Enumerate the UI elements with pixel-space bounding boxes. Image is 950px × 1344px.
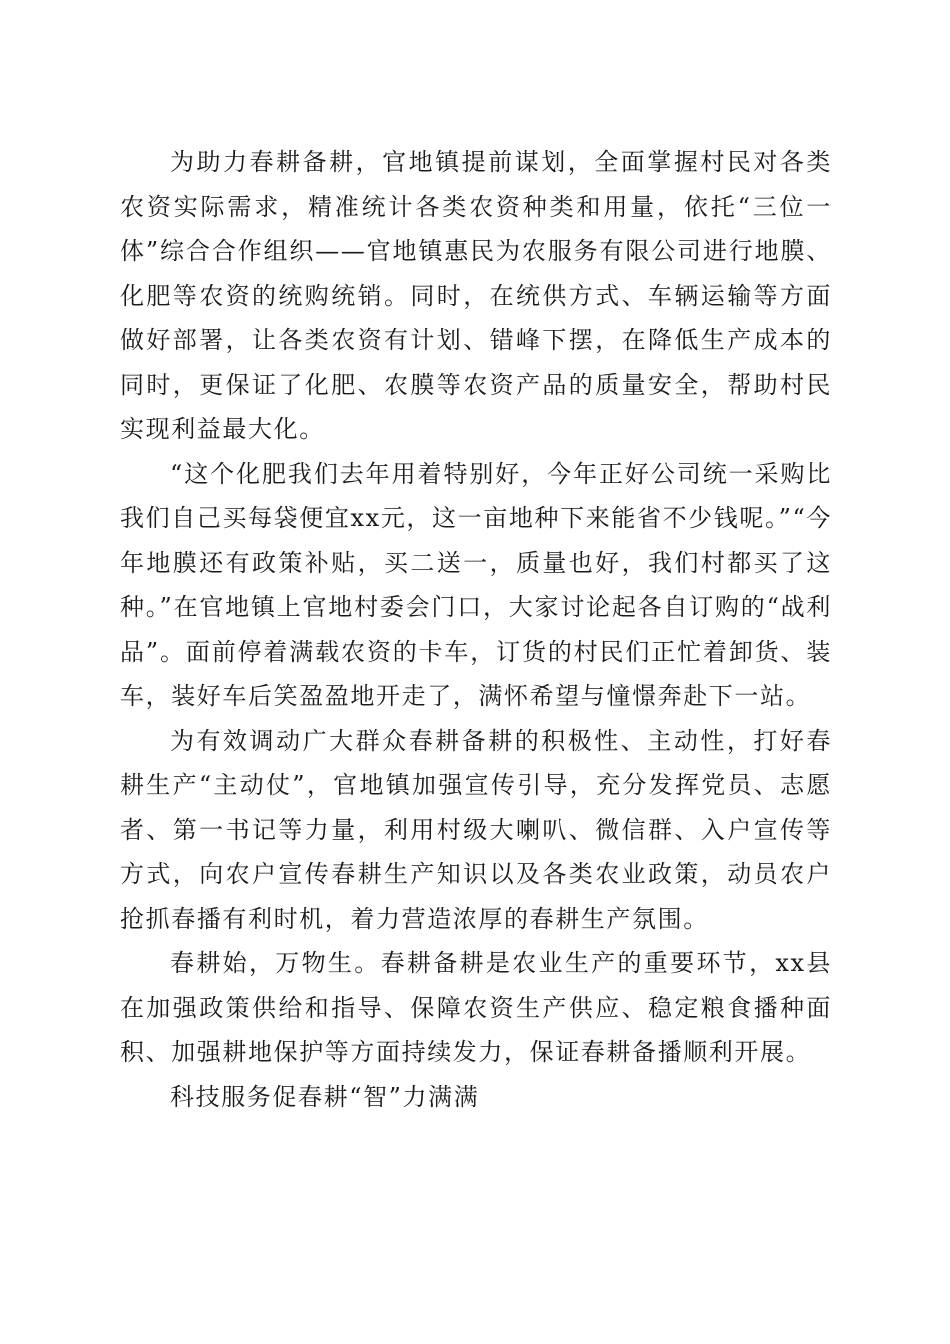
paragraph-2: “这个化肥我们去年用着特别好，今年正好公司统一采购比我们自己买每袋便宜xx元，这一亩地种下来能省不少钱呢。”“今年地膜还有政策补贴，买二送一，质量也好，我们村都买了这种。”在官地镇上官地村委会门口，大家讨论起各自订购的“战利品”。面前停着满载农资的卡车，订货的村民们正忙着卸货、装车，装好车后笑盈盈地开走了，满怀希望与憧憬奔赴下一站。 (120, 459, 832, 710)
paragraph-1: 为助力春耕备耕，官地镇提前谋划，全面掌握村民对各类农资实际需求，精准统计各类农资种类和用量，依托“三位一体”综合合作组织——官地镇惠民为农服务有限公司进行地膜、化肥等农资的统购统销。同时，在统供方式、车辆运输等方面做好部署，让各类农资有计划、错峰下摆，在降低生产成本的同时，更保证了化肥、农膜等农资产品的质量安全，帮助村民实现利益最大化。 (120, 148, 832, 443)
section-heading: 科技服务促春耕“智”力满满 (170, 1082, 480, 1111)
paragraph-4: 春耕始，万物生。春耕备耕是农业生产的重要环节，xx县在加强政策供给和指导、保障农资生产供应、稳定粮食播种面积、加强耕地保护等方面持续发力，保证春耕备播顺利开展。 (120, 949, 832, 1066)
paragraph-3: 为有效调动广大群众春耕备耕的积极性、主动性，打好春耕生产“主动仗”，官地镇加强宣传引导，充分发挥党员、志愿者、第一书记等力量，利用村级大喇叭、微信群、入户宣传等方式，向农户宣传春耕生产知识以及各类农业政策，动员农户抢抓春播有利时机，着力营造浓厚的春耕生产氛围。 (120, 726, 832, 933)
document-body (120, 140, 832, 1119)
